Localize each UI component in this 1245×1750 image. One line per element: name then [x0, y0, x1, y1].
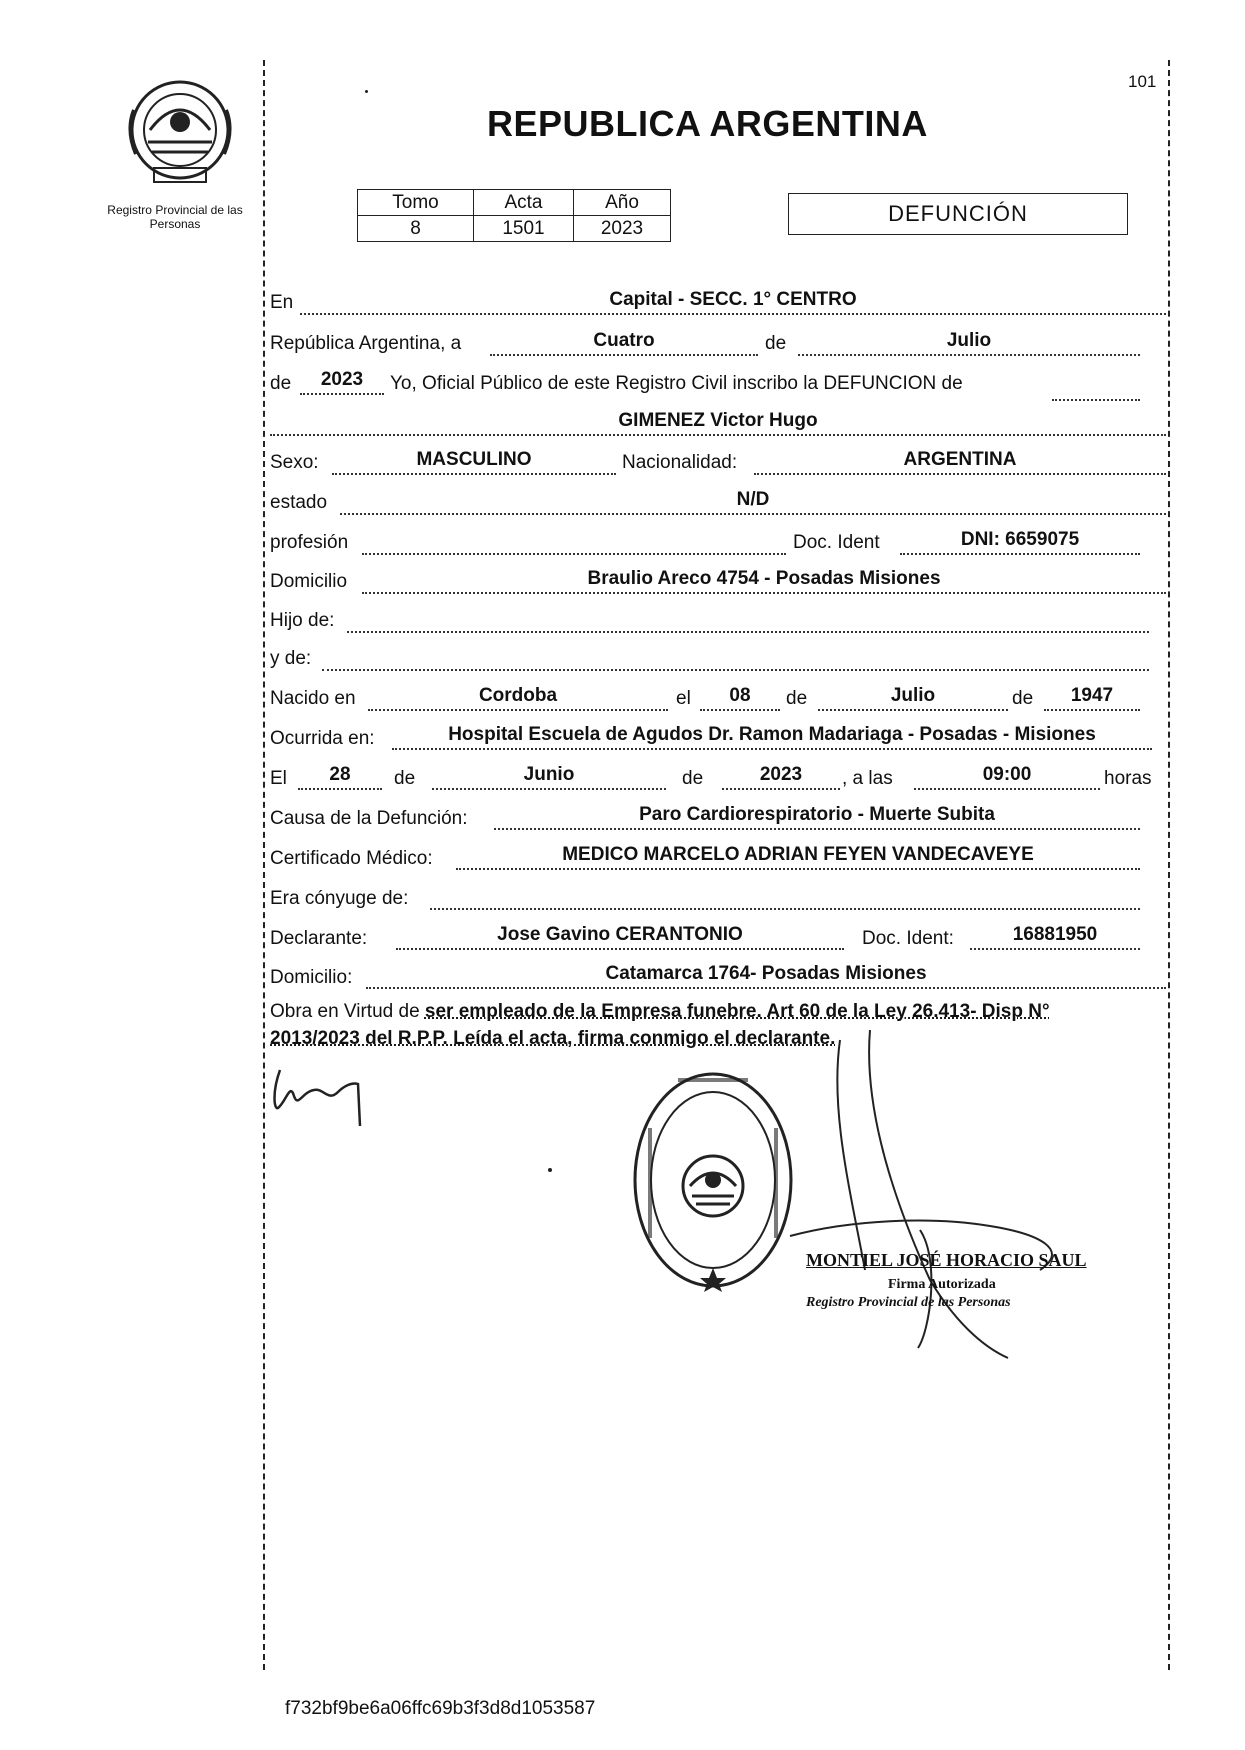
obra-label: Obra en Virtud de — [270, 1001, 420, 1022]
right-margin-line — [1168, 60, 1170, 1670]
mes-field: Julio — [798, 330, 1140, 356]
obra-text-2: 2013/2023 del R.P.P. Leída el acta, firma conmigo el declarante. — [270, 1028, 836, 1049]
doc-label: Doc. Ident — [793, 532, 880, 553]
domicilio2-label: Domicilio: — [270, 967, 353, 988]
en-field: Capital - SECC. 1° CENTRO — [300, 289, 1166, 315]
el2-label: El — [270, 768, 287, 789]
certificado-field: MEDICO MARCELO ADRIAN FEYEN VANDECAVEYE — [456, 844, 1140, 870]
declarante-label: Declarante: — [270, 928, 368, 949]
hijo-field — [347, 607, 1149, 633]
registry-logo — [120, 70, 240, 190]
obra-text-1: ser empleado de la Empresa funebre. Art 60 de la Ley 26.413- Disp N° — [424, 1001, 1050, 1022]
record-table-header — [358, 190, 671, 216]
signer-name: MONTIEL JOSÉ HORACIO SAUL — [806, 1250, 1087, 1270]
val-acta: 1501 — [474, 216, 574, 242]
de2-label: de — [270, 373, 292, 394]
ocurrida-field: Hospital Escuela de Agudos Dr. Ramon Madariaga - Posadas - Misiones — [392, 724, 1152, 750]
doc2-field: 16881950 — [970, 924, 1140, 950]
stray-dot — [365, 90, 368, 93]
yde-field — [322, 645, 1149, 671]
doc2-label: Doc. Ident: — [862, 928, 954, 949]
nac-anio-field: 1947 — [1044, 685, 1140, 711]
obra-line-1 — [270, 997, 1050, 1027]
col-tomo: Tomo — [358, 190, 474, 216]
sexo-label: Sexo: — [270, 452, 319, 473]
conyuge-label: Era cónyuge de: — [270, 888, 409, 909]
page-number: 101 — [1128, 72, 1157, 91]
left-margin-line — [263, 60, 265, 1670]
alas-label: , a las — [842, 768, 893, 789]
registry-label: Registro Provincial de las Personas — [107, 203, 243, 231]
hora-field: 09:00 — [914, 764, 1100, 790]
estado-field: N/D — [340, 489, 1166, 515]
certificado-label: Certificado Médico: — [270, 848, 433, 869]
doc-type-box: DEFUNCIÓN — [788, 193, 1128, 235]
yde-label: y de: — [270, 648, 312, 669]
signer-role: Firma Autorizada — [888, 1277, 996, 1292]
dia-field: Cuatro — [490, 330, 758, 356]
obra-line-2 — [270, 1024, 835, 1054]
record-table — [357, 189, 671, 242]
causa-label: Causa de la Defunción: — [270, 808, 468, 829]
document-hash: f732bf9be6a06ffc69b3f3d8d1053587 — [285, 1698, 596, 1719]
yo-tail-field — [1052, 375, 1140, 401]
nac-dia-field: 08 — [700, 685, 780, 711]
def-dia-field: 28 — [298, 764, 382, 790]
page-title: REPUBLICA ARGENTINA — [487, 103, 928, 144]
de-label: de — [765, 333, 787, 354]
nde-label: de — [786, 688, 808, 709]
en-label: En — [270, 292, 294, 313]
sexo-field: MASCULINO — [332, 449, 616, 475]
horas-label: horas — [1104, 768, 1152, 789]
dde2-label: de — [682, 768, 704, 789]
profesion-label: profesión — [270, 532, 349, 553]
el-label: el — [676, 688, 691, 709]
col-anio: Año — [574, 190, 671, 216]
dde-label: de — [394, 768, 416, 789]
signer-org: Registro Provincial de las Personas — [806, 1295, 1011, 1310]
anio-field: 2023 — [300, 369, 384, 395]
nacionalidad-label: Nacionalidad: — [622, 452, 738, 473]
col-acta: Acta — [474, 190, 574, 216]
val-anio: 2023 — [574, 216, 671, 242]
domicilio2-field: Catamarca 1764- Posadas Misiones — [366, 963, 1166, 989]
val-tomo: 8 — [358, 216, 474, 242]
rep-label: República Argentina, a — [270, 333, 462, 354]
domicilio-field: Braulio Areco 4754 - Posadas Misiones — [362, 568, 1166, 594]
profesion-field — [362, 529, 786, 555]
estado-label: estado — [270, 492, 328, 513]
ocurrida-label: Ocurrida en: — [270, 728, 375, 749]
declarante-field: Jose Gavino CERANTONIO — [396, 924, 844, 950]
nacionalidad-field: ARGENTINA — [754, 449, 1166, 475]
nac-mes-field: Julio — [818, 685, 1008, 711]
declarant-signature — [268, 1062, 378, 1132]
yo-text: Yo, Oficial Público de este Registro Civil inscribo la DEFUNCION de — [390, 373, 963, 394]
domicilio-label: Domicilio — [270, 571, 348, 592]
stray-dot-2 — [548, 1168, 552, 1172]
record-table-values — [358, 216, 671, 242]
conyuge-field — [430, 884, 1140, 910]
def-mes-field: Junio — [432, 764, 666, 790]
nde2-label: de — [1012, 688, 1034, 709]
nombre-field: GIMENEZ Victor Hugo — [270, 410, 1166, 436]
causa-field: Paro Cardiorespiratorio - Muerte Subita — [494, 804, 1140, 830]
nacido-field: Cordoba — [368, 685, 668, 711]
doc-field: DNI: 6659075 — [900, 529, 1140, 555]
hijo-label: Hijo de: — [270, 610, 335, 631]
nacido-label: Nacido en — [270, 688, 356, 709]
def-anio-field: 2023 — [722, 764, 840, 790]
